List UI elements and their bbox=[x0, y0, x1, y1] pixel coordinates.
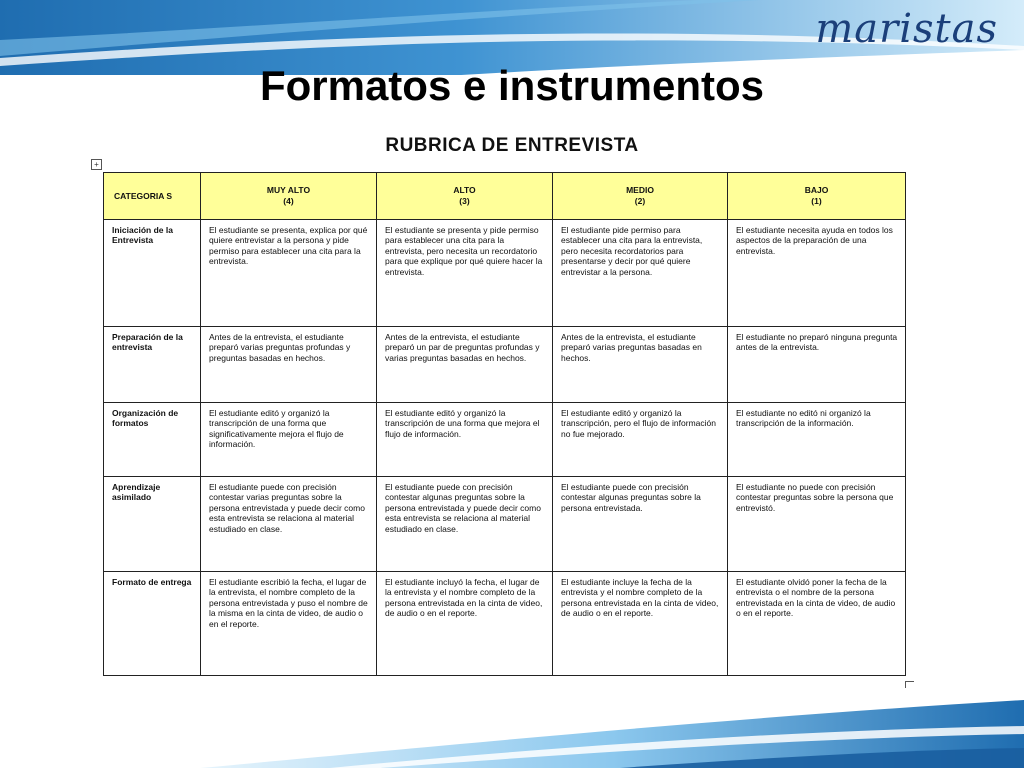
column-header-label: MEDIO bbox=[626, 185, 654, 195]
column-header-categoria bbox=[104, 173, 201, 220]
table-cell: Antes de la entrevista, el estudiante preparó un par de preguntas profundas y varias preguntas basadas en hechos. bbox=[377, 327, 553, 403]
table-row bbox=[104, 327, 906, 403]
table-cell: El estudiante no editó ni organizó la transcripción de la información. bbox=[728, 403, 906, 477]
row-category: Aprendizaje asimilado bbox=[104, 477, 201, 572]
column-header-medio bbox=[553, 173, 728, 220]
table-row bbox=[104, 220, 906, 327]
bottom-band-graphic bbox=[0, 678, 1024, 768]
row-category: Iniciación de la Entrevista bbox=[104, 220, 201, 327]
table-cell: El estudiante incluyó la fecha, el lugar de la entrevista y el nombre completo de la persona entrevistada en la cinta de video, de audio o en el reporte. bbox=[377, 572, 553, 676]
column-header-label: CATEGORIA S bbox=[114, 190, 173, 201]
table-row bbox=[104, 572, 906, 676]
table-cell: El estudiante no puede con precisión contestar preguntas sobre la persona que entrevistó. bbox=[728, 477, 906, 572]
table-cell: El estudiante necesita ayuda en todos los aspectos de la preparación de una entrevista. bbox=[728, 220, 906, 327]
row-category: Formato de entrega bbox=[104, 572, 201, 676]
row-category: Organización de formatos bbox=[104, 403, 201, 477]
table-move-handle-icon[interactable]: + bbox=[91, 159, 102, 170]
table-cell: El estudiante puede con precisión contestar algunas preguntas sobre la persona entrevistada y puede decir como esta entrevista se relaciona al material estudiado en clase. bbox=[377, 477, 553, 572]
table-row bbox=[104, 403, 906, 477]
slide-title: Formatos e instrumentos bbox=[259, 62, 765, 109]
table-cell: El estudiante se presenta y pide permiso para establecer una cita para la entrevista, pero necesita un recordatorio para que explique por qué quiere hacer la entrevista. bbox=[377, 220, 553, 327]
maristas-logo: maristas bbox=[815, 6, 998, 52]
table-cell: El estudiante pide permiso para establecer una cita para la entrevista, pero necesita recordatorios para presentarse y decir por qué quiere entrevistar a la persona. bbox=[553, 220, 728, 327]
table-cell: Antes de la entrevista, el estudiante preparó varias preguntas basadas en hechos. bbox=[553, 327, 728, 403]
row-category: Preparación de la entrevista bbox=[104, 327, 201, 403]
table-cell: El estudiante editó y organizó la transcripción de una forma que mejora el flujo de información. bbox=[377, 403, 553, 477]
table-cell: El estudiante se presenta, explica por qué quiere entrevistar a la persona y pide permiso para establecer una cita para la entrevista. bbox=[201, 220, 377, 327]
table-row bbox=[104, 477, 906, 572]
table-cell: El estudiante no preparó ninguna pregunta antes de la entrevista. bbox=[728, 327, 906, 403]
table-cell: El estudiante puede con precisión contestar algunas preguntas sobre la persona entrevistada. bbox=[553, 477, 728, 572]
table-cell: El estudiante editó y organizó la transcripción, pero el flujo de información no fue mejorado. bbox=[553, 403, 728, 477]
column-header-score: (3) bbox=[459, 196, 470, 206]
rubric-table bbox=[103, 172, 906, 676]
rubric-title: RUBRICA DE ENTREVISTA bbox=[385, 135, 639, 156]
column-header-bajo bbox=[728, 173, 906, 220]
table-cell: El estudiante olvidó poner la fecha de la entrevista o el nombre de la persona entrevistada en la cinta de video, de audio o en el reporte. bbox=[728, 572, 906, 676]
table-cell: El estudiante editó y organizó la transcripción de una forma que significativamente mejora el flujo de información. bbox=[201, 403, 377, 477]
column-header-score: (2) bbox=[634, 196, 646, 206]
column-header-score: (1) bbox=[811, 196, 822, 206]
column-header-label: ALTO bbox=[453, 185, 476, 195]
table-cell: El estudiante puede con precisión contestar varias preguntas sobre la persona entrevistada y puede decir como esta entrevista se relaciona al material estudiado en clase. bbox=[201, 477, 377, 572]
column-header-label: MUY ALTO bbox=[266, 185, 311, 195]
column-header-label: BAJO bbox=[804, 185, 829, 195]
table-cell: El estudiante escribió la fecha, el lugar de la entrevista, el nombre completo de la persona entrevistada y puso el nombre de la misma en la cinta de video, de audio o en el reporte. bbox=[201, 572, 377, 676]
table-cell: El estudiante incluye la fecha de la entrevista y el nombre completo de la persona entrevistada en la cinta de video, de audio o en el reporte. bbox=[553, 572, 728, 676]
table-cell: Antes de la entrevista, el estudiante preparó varias preguntas profundas y preguntas basadas en hechos. bbox=[201, 327, 377, 403]
column-header-muy-alto bbox=[201, 173, 377, 220]
column-header-alto bbox=[377, 173, 553, 220]
bottom-decorative-band bbox=[0, 678, 1024, 768]
table-header-row bbox=[104, 173, 906, 220]
column-header-score: (4) bbox=[283, 196, 294, 206]
